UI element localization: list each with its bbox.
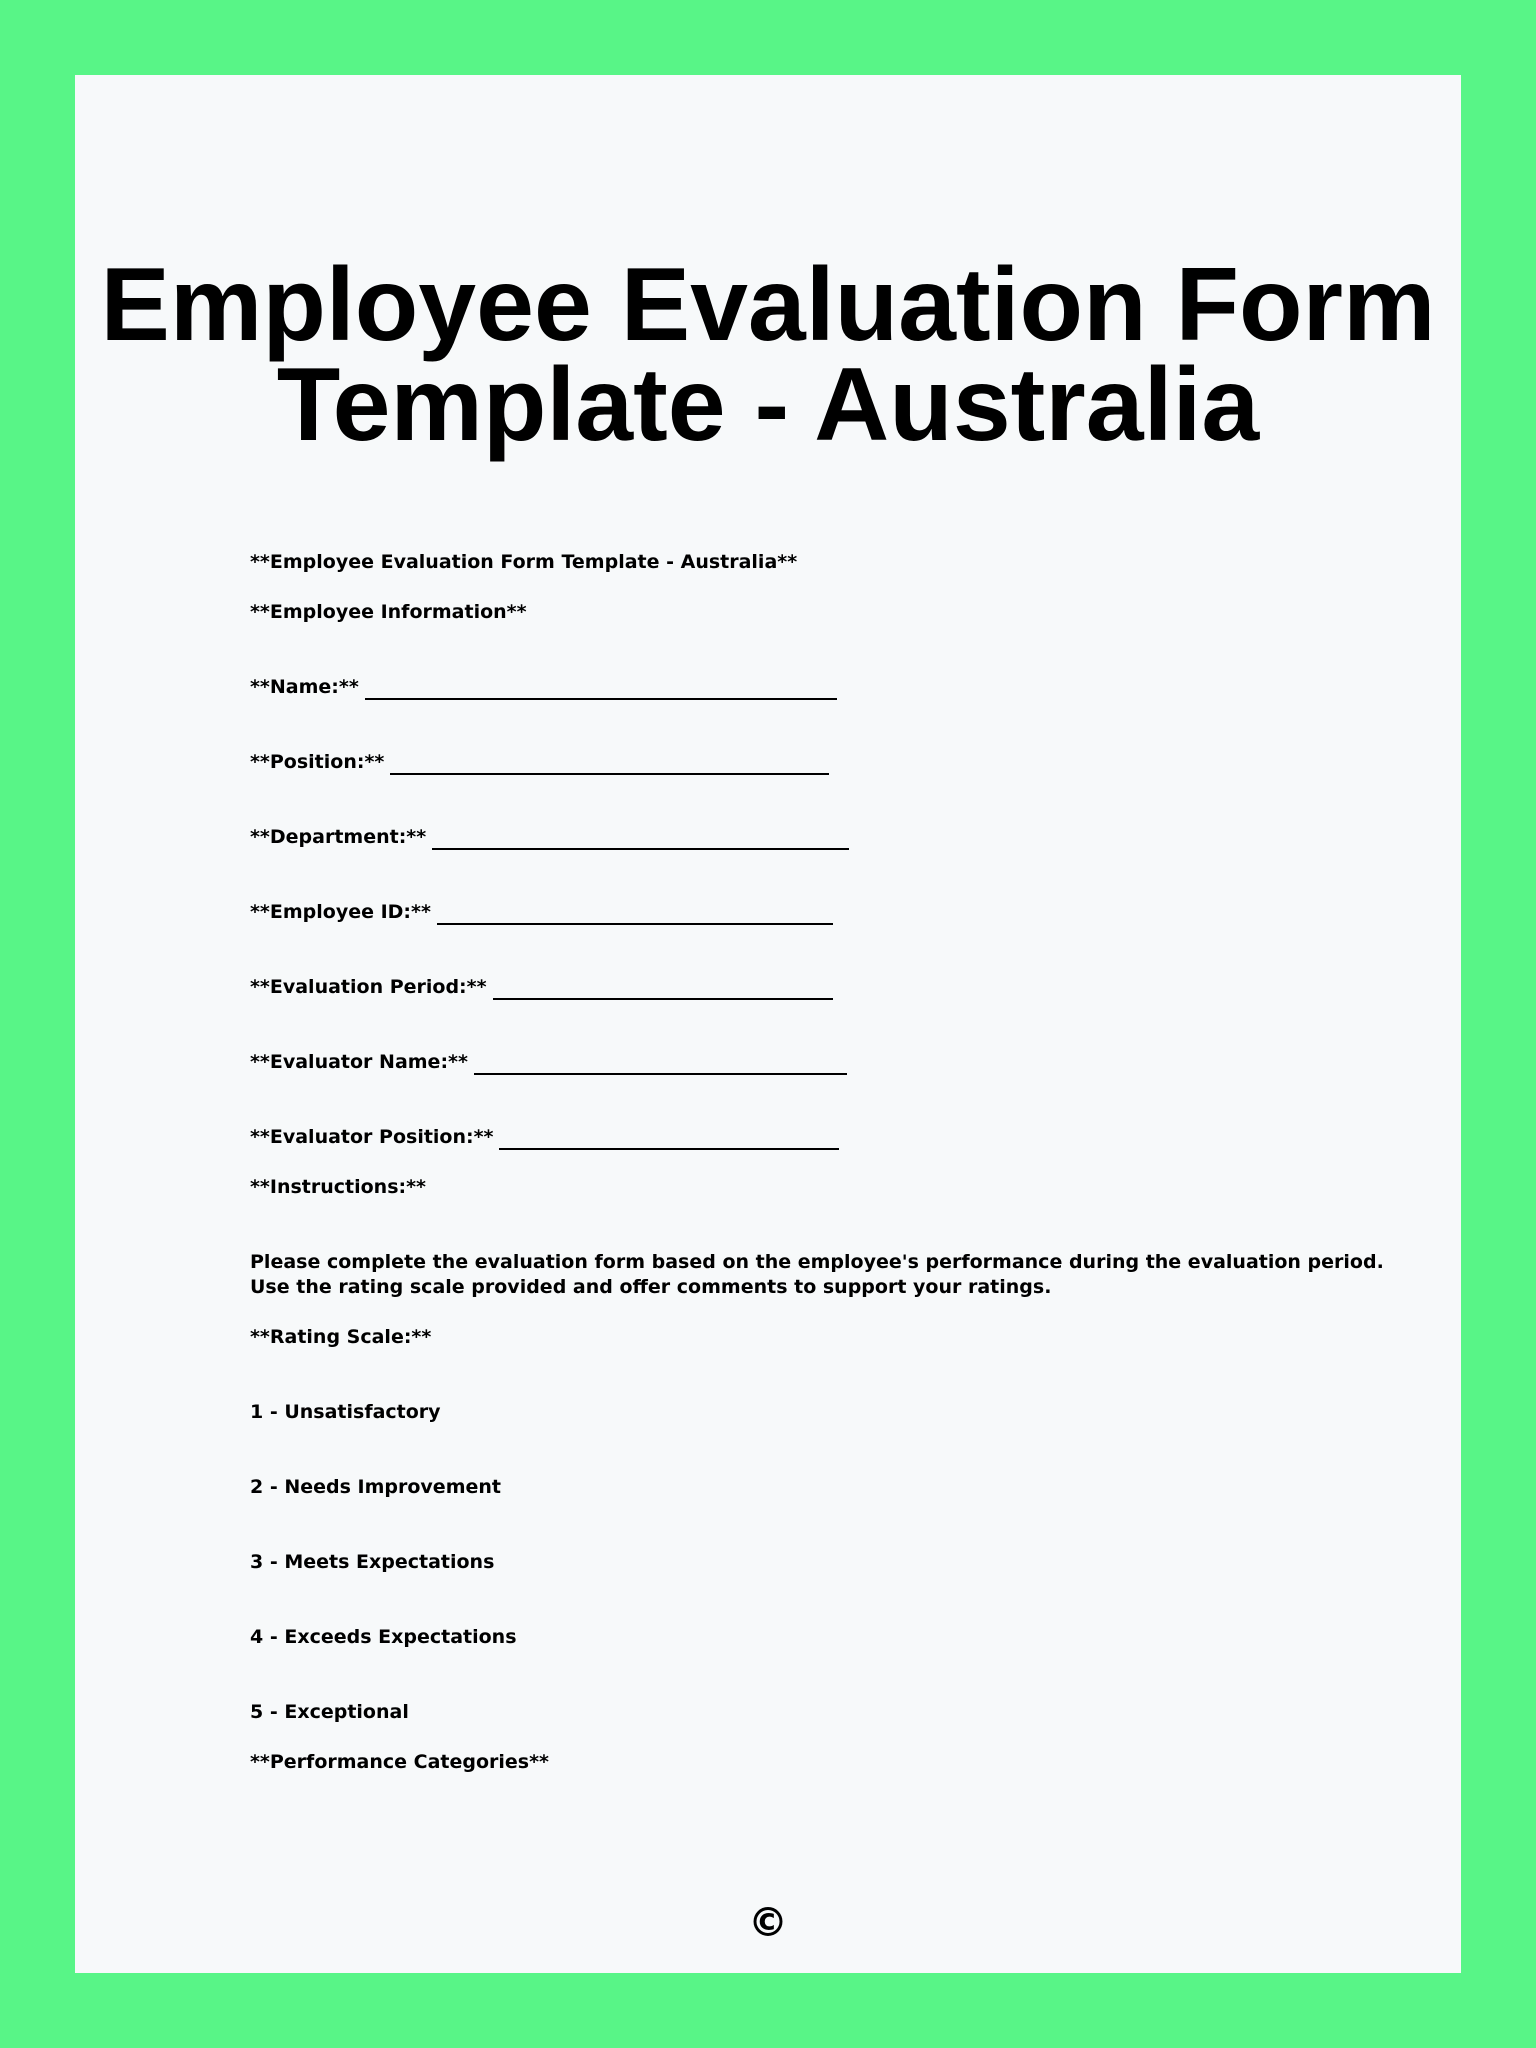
rating-scale-item: 2 - Needs Improvement	[250, 1476, 501, 1498]
evaluation-period-field-blank-line[interactable]	[493, 978, 833, 1000]
department-field-label: **Department:**	[250, 826, 427, 848]
evaluator-name-field[interactable]	[250, 1050, 847, 1075]
rating-scale-item: 1 - Unsatisfactory	[250, 1401, 441, 1423]
position-field-label: **Position:**	[250, 751, 385, 773]
document-page	[75, 75, 1461, 1973]
evaluator-name-field-label: **Evaluator Name:**	[250, 1051, 468, 1073]
name-field-blank-line[interactable]	[365, 678, 837, 700]
employee-id-field[interactable]	[250, 900, 833, 925]
position-field[interactable]	[250, 750, 829, 775]
name-field-label: **Name:**	[250, 676, 359, 698]
employee-id-field-label: **Employee ID:**	[250, 901, 431, 923]
evaluator-name-field-blank-line[interactable]	[474, 1053, 847, 1075]
evaluation-period-field[interactable]	[250, 975, 833, 1000]
instructions-heading: **Instructions:**	[250, 1176, 426, 1198]
name-field[interactable]	[250, 675, 837, 700]
document-title-line-1: Employee Evaluation Form	[100, 247, 1436, 363]
instructions-text-line-1: Please complete the evaluation form based on the employee's performance during the evaluation period.	[250, 1251, 1384, 1273]
copyright-icon: ©	[748, 1900, 788, 1946]
document-title-line-2: Template - Australia	[276, 347, 1260, 463]
department-field[interactable]	[250, 825, 849, 850]
evaluator-position-field-label: **Evaluator Position:**	[250, 1126, 494, 1148]
evaluator-position-field[interactable]	[250, 1125, 839, 1150]
evaluation-period-field-label: **Evaluation Period:**	[250, 976, 487, 998]
document-title	[75, 247, 1461, 463]
position-field-blank-line[interactable]	[390, 753, 829, 775]
performance-categories-heading: **Performance Categories**	[250, 1751, 549, 1773]
instructions-text-line-2: Use the rating scale provided and offer comments to support your ratings.	[250, 1276, 1052, 1298]
form-subtitle: **Employee Evaluation Form Template - Australia**	[250, 551, 798, 573]
department-field-blank-line[interactable]	[432, 828, 849, 850]
evaluator-position-field-blank-line[interactable]	[499, 1128, 839, 1150]
rating-scale-item: 4 - Exceeds Expectations	[250, 1626, 517, 1648]
rating-scale-heading: **Rating Scale:**	[250, 1326, 432, 1348]
employee-id-field-blank-line[interactable]	[437, 903, 833, 925]
rating-scale-item: 3 - Meets Expectations	[250, 1551, 495, 1573]
employee-information-heading: **Employee Information**	[250, 601, 527, 623]
rating-scale-item: 5 - Exceptional	[250, 1701, 409, 1723]
